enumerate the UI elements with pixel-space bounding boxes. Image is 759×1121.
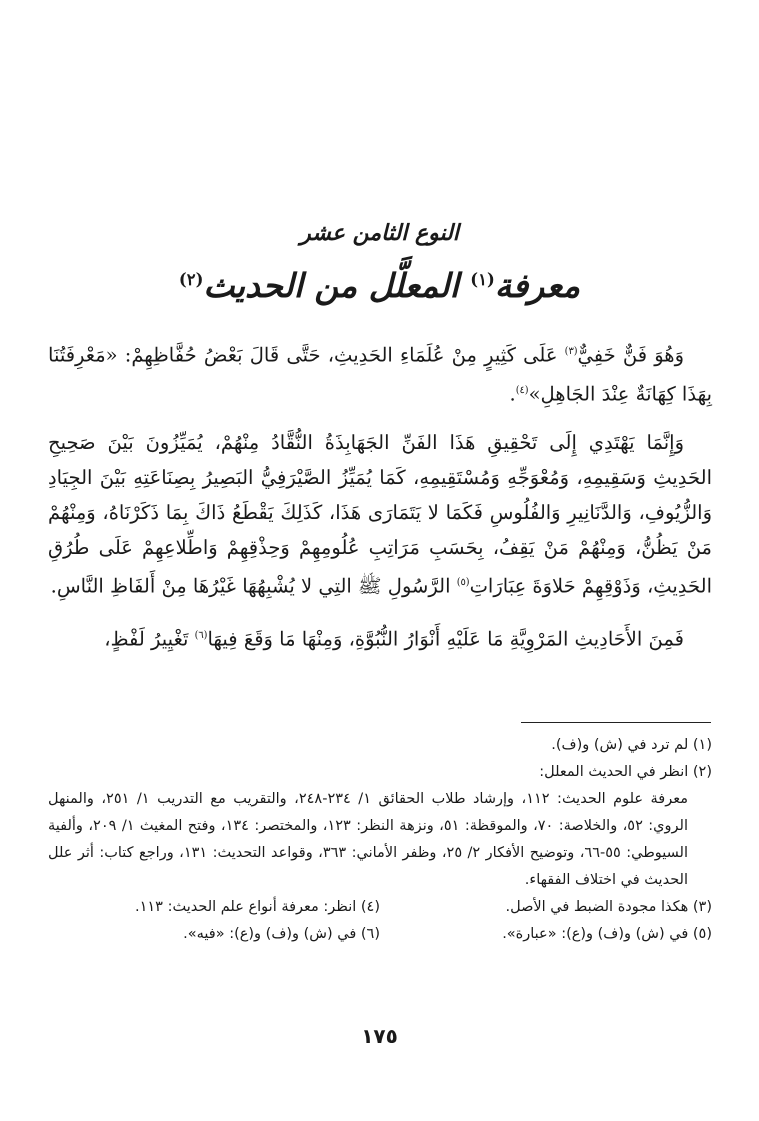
title-rest: المعلَّل من الحديث [203, 266, 459, 305]
chapter-title [0, 258, 759, 308]
text-run: تَغْيِيرُ لَفْظٍ، [104, 627, 195, 650]
text-run: فَمِنَ الأَحَادِيثِ المَرْوِيَّةِ مَا عَلَيْهِ أَنْوَارُ النُّبُوَّةِ، وَمِنْهَا مَا وَقَعَ فِيهَا [207, 627, 684, 650]
footnote-4: (٤) انظر: معرفة أنواع علم الحديث: ١١٣. [135, 899, 380, 915]
paragraph-3 [48, 618, 712, 657]
footnote-ref-6: (٦) [194, 629, 208, 641]
footnote-1: (١) لم ترد في (ش) و(ف). [551, 737, 712, 753]
footnote-ref-5: (٥) [456, 577, 470, 588]
footnote-divider [521, 722, 711, 723]
chapter-number: النوع الثامن عشر [300, 220, 459, 246]
footnote-2-detail: معرفة علوم الحديث: ١١٢، وإرشاد طلاب الحقائق ١/ ٢٣٤-٢٤٨، والتقريب مع التدريب ١/ ٢٥١، والمنهل الروي: ٥٢، والخلاصة: ٧٠، والموقظة: ٥١، ونزهة النظر: ١٢٣، والمختصر: ١٣٤، وفتح المغيث ١/ ٢٠٩، وألفية السيوطي: ٥٥-٦٦، وتوضيح الأفكار ٢/ ٢٥، وظفر الأماني: ٣٦٣، وقواعد التحديث: ١٣١، وراجع كتاب: أثر علل الحديث في اختلاف الفقهاء. [48, 791, 688, 888]
footnote-ref-4: (٤) [515, 384, 529, 396]
footnotes [48, 732, 712, 948]
footnote-ref-1: (١) [470, 270, 495, 289]
text-run: وَإِنَّمَا يَهْتَدِي إِلَى تَحْقِيقِ هَذَا الفَنِّ الجَهَابِذَةُ النُّقَّادُ مِنْهُمْ، يُمَيِّزُونَ بَيْنَ صَحِيحِ الحَدِيثِ وَسَقِيمِهِ، وَمُعْوَجِّهِ وَمُسْتَقِيمِهِ، كَمَا يُمَيِّزُ الصَّيْرَفِيُّ البَصِيرُ بِصِنَاعَتِهِ بَيْنَ الجِيَادِ وَالزُّيُوفِ، وَالدَّنَانِيرِ وَالفُلُوسِ فَكَمَا لا يَتَمَارَى هَذَا، كَذَلِكَ يَقْطَعُ ذَاكَ بِمَا ذَكَرْنَاهُ، وَمِنْهُمْ مَنْ يَظُنُّ، وَمِنْهُمْ مَنْ يَقِفُ، بِحَسَبِ مَرَاتِبِ عُلُومِهِمْ وَحِذْقِهِمْ وَاطِّلاعِهِمْ عَلَى طُرُقِ الحَدِيثِ، وَذَوْقِهِمْ حَلاوَةَ عِبَارَاتِ [48, 431, 712, 598]
footnote-ref-3: (٣) [564, 346, 578, 357]
text-run: الرَّسُولِ ﷺ التِي لا يُشْبِهُهَا غَيْرُهَا مِنْ أَلفَاظِ النَّاسِ. [50, 574, 457, 598]
main-text [48, 334, 712, 656]
paragraph-1 [48, 334, 712, 411]
footnote-ref-2: (٢) [178, 270, 204, 289]
text-run: . [509, 382, 516, 405]
footnote-2: (٢) انظر في الحديث المعلل: [539, 764, 712, 780]
chapter-heading [0, 218, 759, 308]
text-run: عَلَى كَثِيرٍ مِنْ عُلَمَاءِ الحَدِيثِ، حَتَّى قَالَ بَعْضُ حُفَّاظِهِمْ: «مَعْرِفَتُنَا بِهَذَا كِهَانَةٌ عِنْدَ الجَاهِلِ» [48, 343, 712, 405]
page-number: ١٧٥ [361, 1024, 398, 1048]
footnote-5: (٥) في (ش) و(ف) و(ع): «عبارة». [502, 926, 712, 942]
paragraph-2 [48, 425, 712, 604]
footnote-row-3-4 [48, 894, 712, 921]
footnote-row-5-6 [48, 921, 712, 948]
footnote-3: (٣) هكذا مجودة الضبط في الأصل. [505, 899, 712, 915]
footnote-6: (٦) في (ش) و(ف) و(ع): «فيه». [183, 926, 380, 942]
text-run: وَهُوَ فَنٌّ خَفِيٌّ [577, 343, 684, 367]
title-word: معرفة [494, 266, 581, 305]
